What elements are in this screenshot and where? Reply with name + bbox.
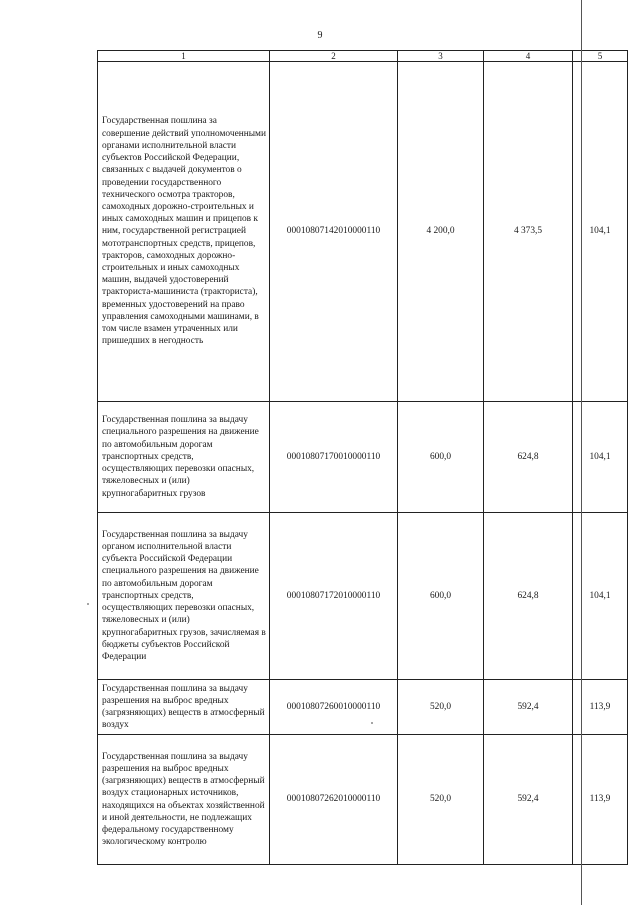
table-row <box>98 735 628 865</box>
column-header: 1 <box>98 51 270 62</box>
row-value-col4: 624,8 <box>484 513 573 680</box>
row-description: Государственная пошлина за выдачу специального разрешения на движение по автомобильным дорогам транспортных средств, осуществляющих перевозки опасных, тяжеловесных и (или) крупногабаритных грузов <box>98 402 270 513</box>
table-row <box>98 513 628 680</box>
row-code: 00010807262010000110 <box>270 735 398 865</box>
row-value-col4: 4 373,5 <box>484 62 573 402</box>
row-percent: 104,1 <box>573 513 628 680</box>
row-code: 00010807260010000110 <box>270 680 398 735</box>
row-description: Государственная пошлина за выдачу органом исполнительной власти субъекта Российской Федерации специального разрешения на движение по автомобильным дорогам транспортных средств, осуществляющих перевозки опасных, тяжеловесных и (или) крупногабаритных грузов, зачисляемая в бюджеты субъектов Российской Федерации <box>98 513 270 680</box>
column-header: 5 <box>573 51 628 62</box>
column-header: 3 <box>398 51 484 62</box>
table-header-row <box>98 51 628 62</box>
revenue-table <box>97 50 628 865</box>
row-code: 00010807142010000110 <box>270 62 398 402</box>
row-code: 00010807170010000110 <box>270 402 398 513</box>
table-row <box>98 680 628 735</box>
row-value-col4: 624,8 <box>484 402 573 513</box>
row-percent: 104,1 <box>573 402 628 513</box>
row-description: Государственная пошлина за выдачу разрешения на выброс вредных (загрязняющих) веществ в атмосферный воздух стационарных источников, находящихся на объектах хозяйственной и иной деятельности, не подлежащих федеральному государственному экологическому контролю <box>98 735 270 865</box>
row-percent: 104,1 <box>573 62 628 402</box>
row-value-col3: 600,0 <box>398 402 484 513</box>
table-row <box>98 402 628 513</box>
page-number: 9 <box>317 30 323 41</box>
row-value-col4: 592,4 <box>484 735 573 865</box>
scan-artifact-dot <box>371 722 373 724</box>
scan-artifact-line <box>581 0 582 905</box>
column-header: 4 <box>484 51 573 62</box>
row-percent: 113,9 <box>573 735 628 865</box>
row-value-col3: 520,0 <box>398 735 484 865</box>
row-value-col3: 520,0 <box>398 680 484 735</box>
row-description: Государственная пошлина за выдачу разрешения на выброс вредных (загрязняющих) веществ в атмосферный воздух <box>98 680 270 735</box>
row-value-col3: 4 200,0 <box>398 62 484 402</box>
row-value-col3: 600,0 <box>398 513 484 680</box>
column-header: 2 <box>270 51 398 62</box>
row-value-col4: 592,4 <box>484 680 573 735</box>
table-row <box>98 62 628 402</box>
row-code: 00010807172010000110 <box>270 513 398 680</box>
row-percent: 113,9 <box>573 680 628 735</box>
row-description: Государственная пошлина за совершение действий уполномоченными органами исполнительной власти субъектов Российской Федерации, связанных с выдачей документов о проведении государственного технического осмотра тракторов, самоходных дорожно-строительных и иных самоходных машин и прицепов к ним, государственной регистрацией мототранспортных средств, прицепов, тракторов, самоходных дорожно-строительных и иных самоходных машин, выдачей удостоверений тракториста-машиниста (тракториста), временных удостоверений на право управления самоходными машинами, в том числе взамен утраченных или пришедших в негодность <box>98 62 270 402</box>
scan-artifact-dot <box>87 603 89 605</box>
